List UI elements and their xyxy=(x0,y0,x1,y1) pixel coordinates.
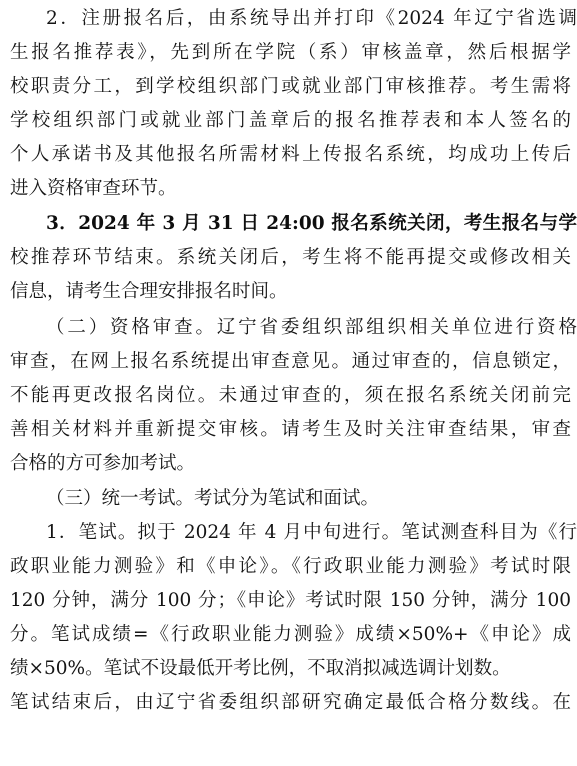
text-line-16: 1．笔试。拟于 2024 年 4 月中旬进行。笔试测查科目为《行 xyxy=(46,522,577,543)
text-line-21: 笔试结束后，由辽宁省委组织部研究确定最低合格分数线。在 xyxy=(10,692,571,713)
text-line-3: 校职责分工，到学校组织部门或就业部门审核推荐。考生需将 xyxy=(10,76,571,97)
text-line-12: 不能再更改报名岗位。未通过审查的，须在报名系统关闭前完 xyxy=(10,385,571,406)
text-line-5: 个人承诺书及其他报名所需材料上传报名系统，均成功上传后 xyxy=(10,144,571,165)
text-line-17: 政职业能力测验》和《申论》。《行政职业能力测验》考试时限 xyxy=(10,556,571,577)
text-line-8: 校推荐环节结束。系统关闭后，考生将不能再提交或修改相关 xyxy=(10,247,571,268)
text-line-4: 学校组织部门或就业部门盖章后的报名推荐表和本人签名的 xyxy=(10,110,571,131)
text-line-18: 120 分钟，满分 100 分；《申论》考试时限 150 分钟，满分 100 xyxy=(10,590,571,611)
text-line-19: 分。笔试成绩=《行政职业能力测验》成绩×50%+《申论》成 xyxy=(10,624,571,645)
text-line-2: 生报名推荐表》，先到所在学院（系）审核盖章，然后根据学 xyxy=(10,42,571,63)
text-line-11: 审查，在网上报名系统提出审查意见。通过审查的，信息锁定， xyxy=(10,351,571,372)
text-line-1: 2．注册报名后，由系统导出并打印《2024 年辽宁省选调 xyxy=(46,8,577,29)
text-line-9: 信息，请考生合理安排报名时间。 xyxy=(10,281,288,302)
text-line-6: 进入资格审查环节。 xyxy=(10,178,177,199)
text-line-15: （三）统一考试。考试分为笔试和面试。 xyxy=(46,488,380,509)
text-line-7: 3．2024 年 3 月 31 日 24:00 报名系统关闭，考生报名与学 xyxy=(46,213,577,234)
text-line-14: 合格的方可参加考试。 xyxy=(10,453,196,474)
text-line-13: 善相关材料并重新提交审核。请考生及时关注审查结果，审查 xyxy=(10,419,571,440)
text-line-20: 绩×50%。笔试不设最低开考比例，不取消拟减选调计划数。 xyxy=(10,658,511,679)
text-line-10: （二）资格审查。辽宁省委组织部组织相关单位进行资格 xyxy=(46,317,577,338)
